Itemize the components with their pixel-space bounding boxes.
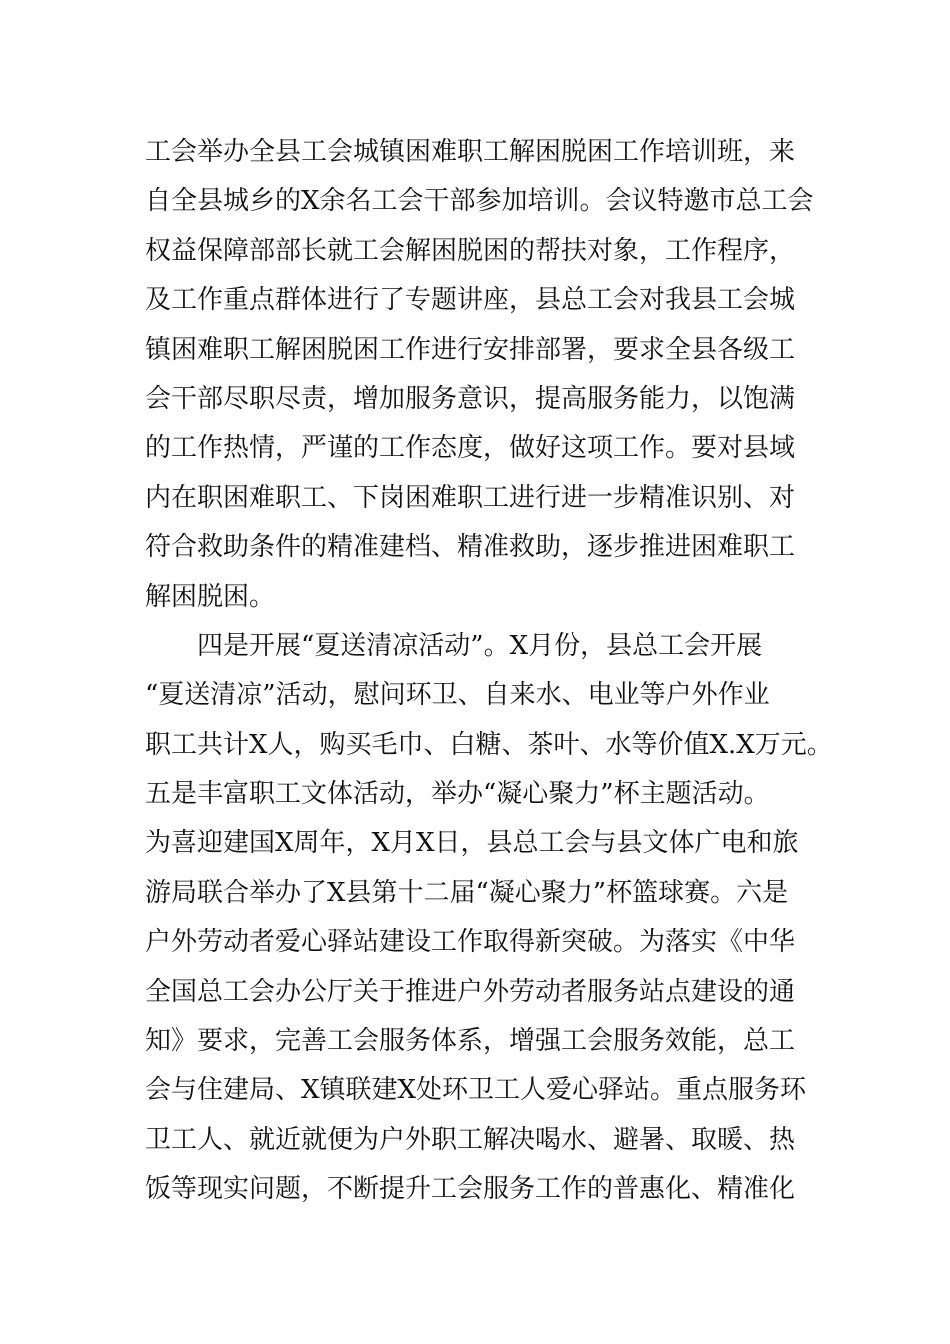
text-line: 知》要求，完善工会服务体系，增强工会服务效能，总工 xyxy=(145,1026,796,1057)
text-line: 会与住建局、X镇联建X处环卫工人爱心驿站。重点服务环 xyxy=(145,1075,807,1106)
text-line: 全国总工会办公厅关于推进户外劳动者服务站点建设的通 xyxy=(145,976,796,1007)
text-line: 职工共计X人，购买毛巾、白糖、茶叶、水等价值X.X万元。 xyxy=(145,729,833,760)
text-line: 户外劳动者爱心驿站建设工作取得新突破。为落实《中华 xyxy=(145,927,796,958)
text-line: 的工作热情，严谨的工作态度，做好这项工作。要对县域 xyxy=(145,433,796,464)
text-line: 内在职困难职工、下岗困难职工进行进一步精准识别、对 xyxy=(145,482,796,513)
text-line: 会干部尽职尽责，增加服务意识，提高服务能力，以饱满 xyxy=(145,383,796,414)
text-line: 四是开展“夏送清凉活动”。X月份，县总工会开展 xyxy=(145,630,763,661)
body-text xyxy=(145,128,833,1215)
text-line: 符合救助条件的精准建档、精准救助，逐步推进困难职工 xyxy=(145,532,796,563)
text-line: 工会举办全县工会城镇困难职工解困脱困工作培训班，来 xyxy=(145,137,796,167)
text-line: 权益保障部部长就工会解困脱困的帮扶对象，工作程序， xyxy=(145,235,796,266)
text-line: 自全县城乡的X余名工会干部参加培训。会议特邀市总工会 xyxy=(145,186,814,217)
text-line: 饭等现实问题，不断提升工会服务工作的普惠化、精准化 xyxy=(145,1174,796,1205)
text-line: 为喜迎建国X周年，X月X日，县总工会与县文体广电和旅 xyxy=(145,828,799,859)
text-line: 五是丰富职工文体活动，举办“凝心聚力”杯主题活动。 xyxy=(145,779,770,810)
text-line: 游局联合举办了X县第十二届“凝心聚力”杯篮球赛。六是 xyxy=(145,877,789,908)
text-line: “夏送清凉”活动，慰问环卫、自来水、电业等户外作业 xyxy=(145,680,770,711)
text-line: 卫工人、就近就便为户外职工解决喝水、避暑、取暖、热 xyxy=(145,1124,796,1155)
text-line: 镇困难职工解困脱困工作进行安排部署，要求全县各级工 xyxy=(145,334,796,365)
text-line: 及工作重点群体进行了专题讲座，县总工会对我县工会城 xyxy=(145,285,796,316)
text-line: 解困脱困。 xyxy=(145,581,276,612)
